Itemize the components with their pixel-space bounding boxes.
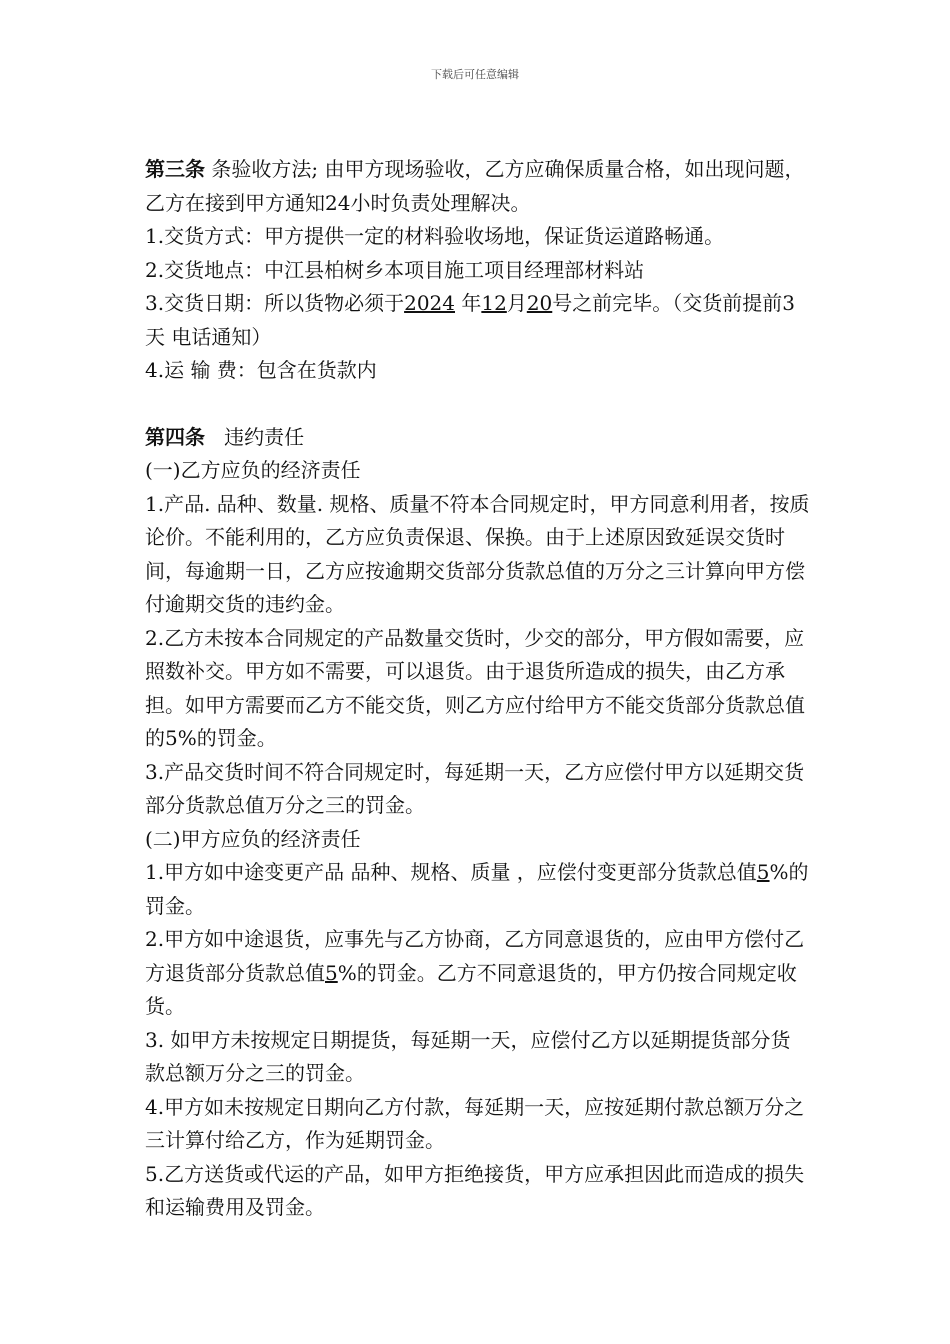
- party-b-clause-2: 2.乙方未按本合同规定的产品数量交货时，少交的部分，甲方假如需要，应照数补交。甲方如不需要，可以退货。由于退货所造成的损失，由乙方承担。如甲方需要而乙方不能交货，则乙方应付给甲方不能交货部分货款总值的5%的罚金。: [145, 625, 805, 750]
- delivery-month: 12: [481, 291, 507, 315]
- article-4-heading: 第四条 违约责任: [145, 424, 305, 449]
- document-body: [145, 153, 810, 1225]
- article-4-title: 第四条: [145, 424, 205, 449]
- delivery-method: 1.交货方式：甲方提供一定的材料验收场地，保证货运道路畅通。: [145, 224, 725, 248]
- transport-fee: 4.运 输 费：包含在货款内: [145, 358, 377, 382]
- article-3-intro: 第三条 条验收方法; 由甲方现场验收，乙方应确保质量合格，如出现问题，乙方在接到甲方通知24小时负责处理解决。: [145, 157, 805, 215]
- delivery-day: 20: [526, 291, 553, 315]
- page-header: 下载后可任意编辑: [431, 68, 519, 81]
- party-a-clause-3: 3. 如甲方未按规定日期提货，每延期一天，应偿付乙方以延期提货部分货款总额万分之三的罚金。: [145, 1027, 791, 1085]
- party-b-clause-3: 3.产品交货时间不符合同规定时，每延期一天，乙方应偿付甲方以延期交货部分货款总值万分之三的罚金。: [145, 759, 805, 817]
- article-3-title: 第三条: [145, 157, 205, 181]
- party-a-section-title: (二)甲方应负的经济责任: [145, 826, 361, 851]
- delivery-location: 2.交货地点：中江县柏树乡本项目施工项目经理部材料站: [145, 257, 645, 282]
- party-a-clause-5: 5.乙方送货或代运的产品，如甲方拒绝接货，甲方应承担因此而造成的损失和运输费用及罚金。: [145, 1161, 805, 1219]
- delivery-year: 2024: [404, 291, 455, 315]
- party-b-section-title: (一)乙方应负的经济责任: [145, 458, 361, 482]
- party-a-clause-2: 2.甲方如中途退货，应事先与乙方协商，乙方同意退货的，应由甲方偿付乙方退货部分货款总值5%的罚金。乙方不同意退货的，甲方仍按合同规定收货。: [145, 927, 805, 1018]
- party-a-clause-4: 4.甲方如未按规定日期向乙方付款，每延期一天，应按延期付款总额万分之三计算付给乙方，作为延期罚金。: [145, 1094, 805, 1152]
- party-a-clause-1: 1.甲方如中途变更产品 品种、规格、质量 ，应偿付变更部分货款总值5%的罚金。: [145, 860, 809, 918]
- delivery-date: 3.交货日期：所以货物必须于2024 年12月20号之前完毕。（交货前提前3天 电话通知）: [145, 291, 795, 349]
- party-b-clause-1: 1.产品. 品种、数量. 规格、质量不符本合同规定时，甲方同意利用者，按质论价。不能利用的，乙方应负责保退、保换。由于上述原因致延误交货时间，每逾期一日，乙方应按逾期交货部分货款总值的万分之三计算向甲方偿付逾期交货的违约金。: [145, 491, 810, 616]
